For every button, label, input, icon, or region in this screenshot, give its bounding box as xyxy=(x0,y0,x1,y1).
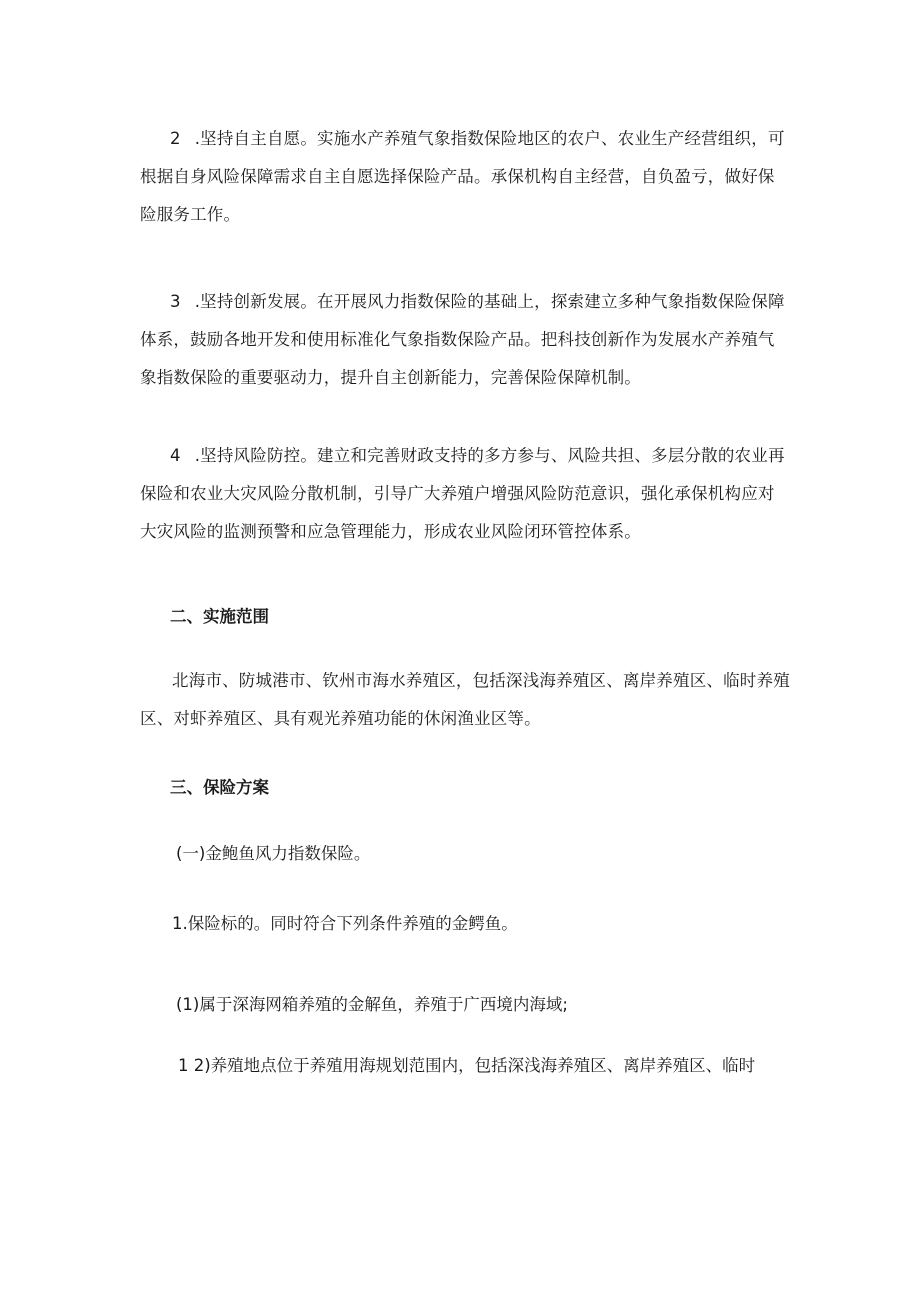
condition-item-1: (1)属于深海网箱养殖的金解鱼，养殖于广西境内海域; xyxy=(176,995,568,1014)
paragraph-number: 2 xyxy=(170,129,181,148)
condition-item-2: 1 2)养殖地点位于养殖用海规划范围内，包括深浅海养殖区、离岸养殖区、临时 xyxy=(178,1056,756,1075)
section-heading-scope: 二、实施范围 xyxy=(170,607,269,626)
paragraph-text: .坚持自主自愿。实施水产养殖气象指数保险地区的农户、农业生产经营组织，可根据自身风险保障需求自主自愿选择保险产品。承保机构自主经营，自负盈亏，做好保险服务工作。 xyxy=(140,129,785,224)
paragraph-number: 4 xyxy=(170,446,181,465)
paragraph-text: .坚持创新发展。在开展风力指数保险的基础上，探索建立多种气象指数保险保障体系，鼓励各地开发和使用标准化气象指数保险产品。把科技创新作为发展水产养殖气象指数保险的重要驱动力，提升自主创新能力，完善保险保障机制。 xyxy=(140,292,785,387)
paragraph-principle-4 xyxy=(140,437,790,551)
subsection-title: (一)金鲍鱼风力指数保险。 xyxy=(176,844,371,863)
paragraph-scope xyxy=(140,662,790,738)
paragraph-text: 北海市、防城港市、钦州市海水养殖区，包括深浅海养殖区、离岸养殖区、临时养殖区、对虾养殖区、具有观光养殖功能的休闲渔业区等。 xyxy=(140,671,790,728)
section-heading-plan: 三、保险方案 xyxy=(170,778,269,797)
paragraph-principle-2 xyxy=(140,120,790,234)
paragraph-principle-3 xyxy=(140,283,790,397)
paragraph-number: 3 xyxy=(170,292,181,311)
insurance-subject-item: 1.保险标的。同时符合下列条件养殖的金鳄鱼。 xyxy=(172,914,518,933)
paragraph-text: .坚持风险防控。建立和完善财政支持的多方参与、风险共担、多层分散的农业再保险和农业大灾风险分散机制，引导广大养殖户增强风险防范意识，强化承保机构应对大灾风险的监测预警和应急管理能力，形成农业风险闭环管控体系。 xyxy=(140,446,785,541)
